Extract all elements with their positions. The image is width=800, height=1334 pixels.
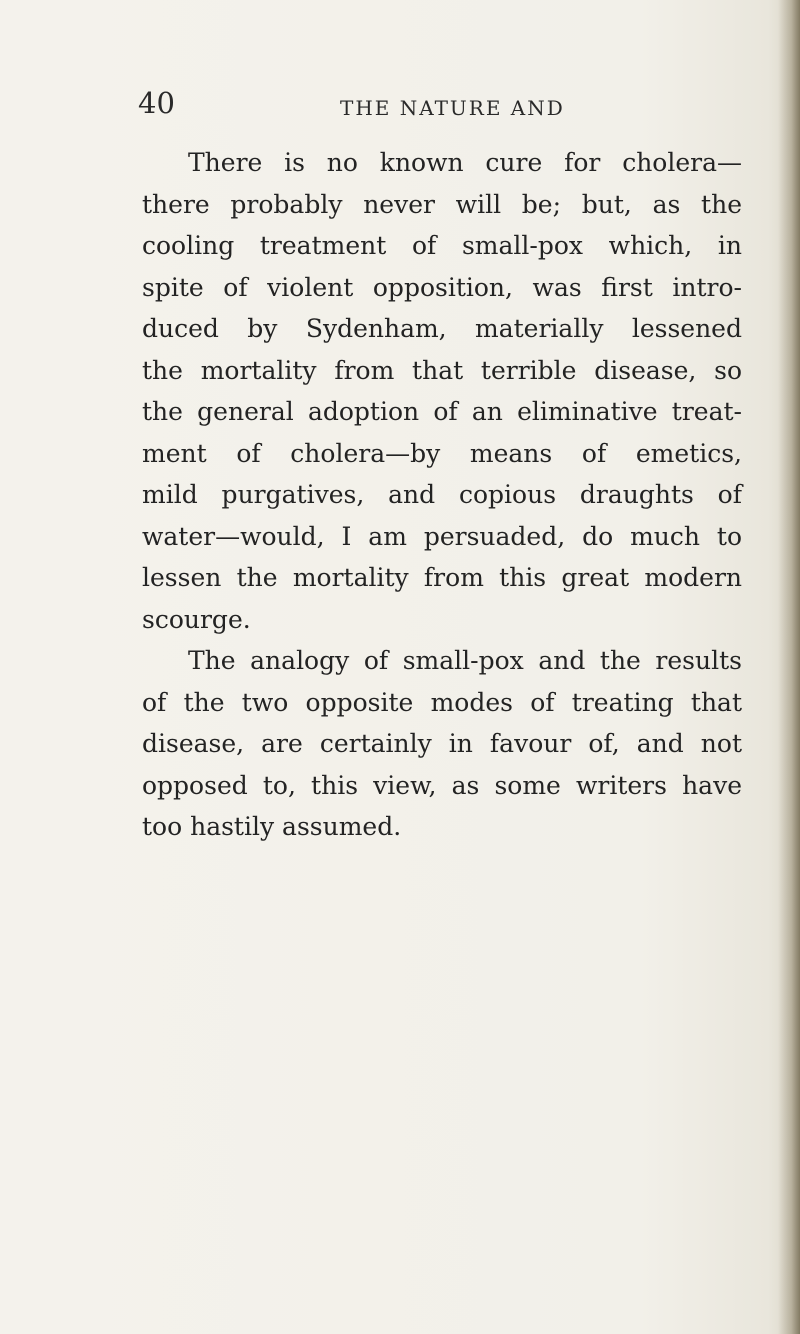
body-text — [142, 142, 742, 848]
text-line: the mortality from that terrible disease, so — [142, 355, 742, 385]
text-line: scourge. — [142, 604, 251, 634]
paragraph-2 — [142, 640, 742, 848]
running-head — [138, 86, 758, 126]
text-line: disease, are certainly in favour of, and not — [142, 729, 742, 758]
spine-shadow — [778, 0, 800, 1334]
text-line: the general adoption of an eliminative treat- — [142, 397, 742, 426]
running-title: THE NATURE AND — [340, 96, 565, 120]
text-line: The analogy of small-pox and the results — [188, 646, 742, 675]
text-line: too hastily assumed. — [142, 812, 402, 841]
text-line: opposed to, this view, as some writers have — [142, 770, 742, 800]
text-line: cooling treatment of small-pox which, in — [142, 231, 742, 260]
text-line: lessen the mortality from this great modern — [142, 563, 742, 592]
text-line: ment of cholera—by means of emetics, — [142, 438, 742, 468]
text-line: spite of violent opposition, was first intro- — [142, 272, 742, 302]
text-line: mild purgatives, and copious draughts of — [142, 480, 742, 509]
text-line: there probably never will be; but, as the — [142, 189, 742, 219]
text-line: duced by Sydenham, materially lessened — [142, 314, 742, 343]
text-line: of the two opposite modes of treating that — [142, 687, 742, 717]
page-number: 40 — [138, 86, 175, 120]
text-line: There is no known cure for cholera— — [188, 148, 742, 177]
text-line: water—would, I am persuaded, do much to — [142, 521, 742, 551]
paragraph-1 — [142, 142, 742, 640]
